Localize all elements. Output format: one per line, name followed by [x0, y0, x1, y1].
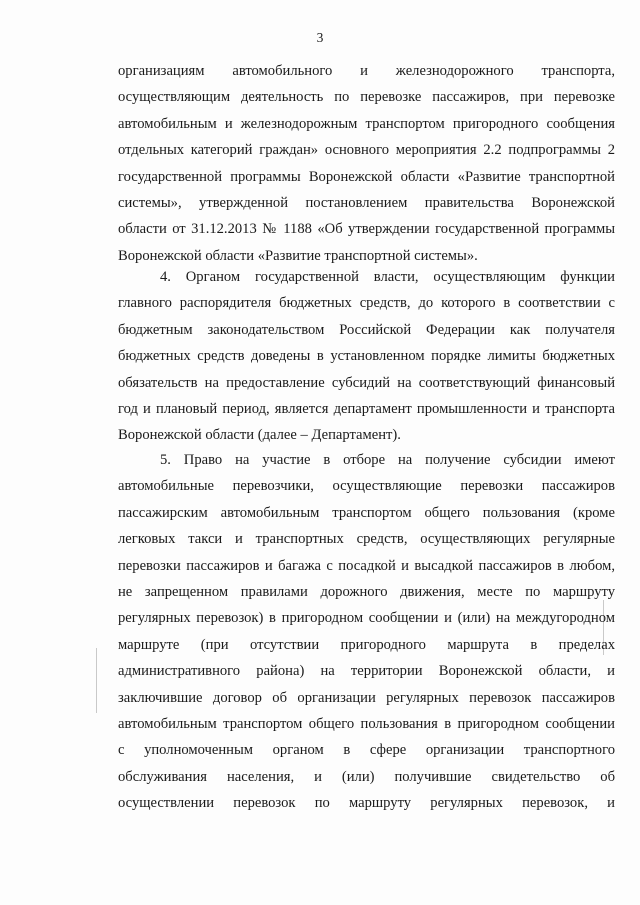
text-line: перевозки пассажиров и багажа с посадкой и высадкой пассажиров в любом, [118, 557, 615, 574]
text-line: с уполномоченным органом в сфере организации транспортного [118, 742, 615, 759]
text-line: Воронежской области (далее – Департамент). [118, 427, 401, 444]
text-line: главного распорядителя бюджетных средств, до которого в соответствии с [118, 295, 615, 312]
text-line: бюджетных средств доведены в установленном порядке лимиты бюджетных [118, 348, 615, 365]
text-line: обслуживания населения, и (или) получившие свидетельство об [118, 768, 615, 785]
text-line: организациям автомобильного и железнодорожного транспорта, [118, 63, 615, 79]
text-line: 5. Право на участие в отборе на получение субсидии имеют [160, 452, 615, 468]
paragraph-continuation [118, 58, 615, 269]
text-line: год и плановый период, является департамент промышленности и транспорта [118, 400, 615, 417]
margin-scan-mark [96, 648, 97, 713]
text-line: Воронежской области «Развитие транспортной системы». [118, 247, 478, 264]
text-line: пассажирским автомобильным транспортом общего пользования (кроме [118, 504, 615, 521]
text-line: 4. Органом государственной власти, осуществляющим функции [160, 269, 615, 285]
text-line: маршруте (при отсутствии пригородного маршрута в пределах [118, 636, 615, 653]
text-line: заключившие договор об организации регулярных перевозок пассажиров [118, 689, 615, 706]
text-line: отдельных категорий граждан» основного мероприятия 2.2 подпрограммы 2 [118, 142, 615, 159]
text-line: осуществлении перевозок по маршруту регулярных перевозок, и [118, 795, 615, 812]
text-line: автомобильным транспортом общего пользования в пригородном сообщении [118, 715, 615, 732]
text-line: государственной программы Воронежской области «Развитие транспортной [118, 168, 615, 185]
page-number: 3 [316, 30, 324, 45]
text-line: легковых такси и транспортных средств, осуществляющих регулярные [118, 531, 615, 548]
text-line: области от 31.12.2013 № 1188 «Об утверждении государственной программы [118, 221, 615, 238]
text-line: автомобильные перевозчики, осуществляющие перевозки пассажиров [118, 478, 615, 495]
text-line: административного района) на территории Воронежской области, и [118, 663, 615, 680]
text-line: автомобильным и железнодорожным транспортом пригородного сообщения [118, 115, 615, 132]
text-line: бюджетным законодательством Российской Федерации как получателя [118, 321, 615, 338]
text-line: системы», утвержденной постановлением правительства Воронежской [118, 194, 615, 211]
paragraph-5 [118, 447, 615, 816]
text-line: обязательств на предоставление субсидий на соответствующий финансовый [118, 374, 615, 391]
text-line: не запрещенном правилами дорожного движения, месте по маршруту [118, 583, 615, 600]
paragraph-4 [118, 264, 615, 449]
text-line: осуществляющим деятельность по перевозке пассажиров, при перевозке [118, 89, 615, 106]
text-line: регулярных перевозок) в пригородном сообщении и (или) на междугородном [118, 610, 615, 627]
